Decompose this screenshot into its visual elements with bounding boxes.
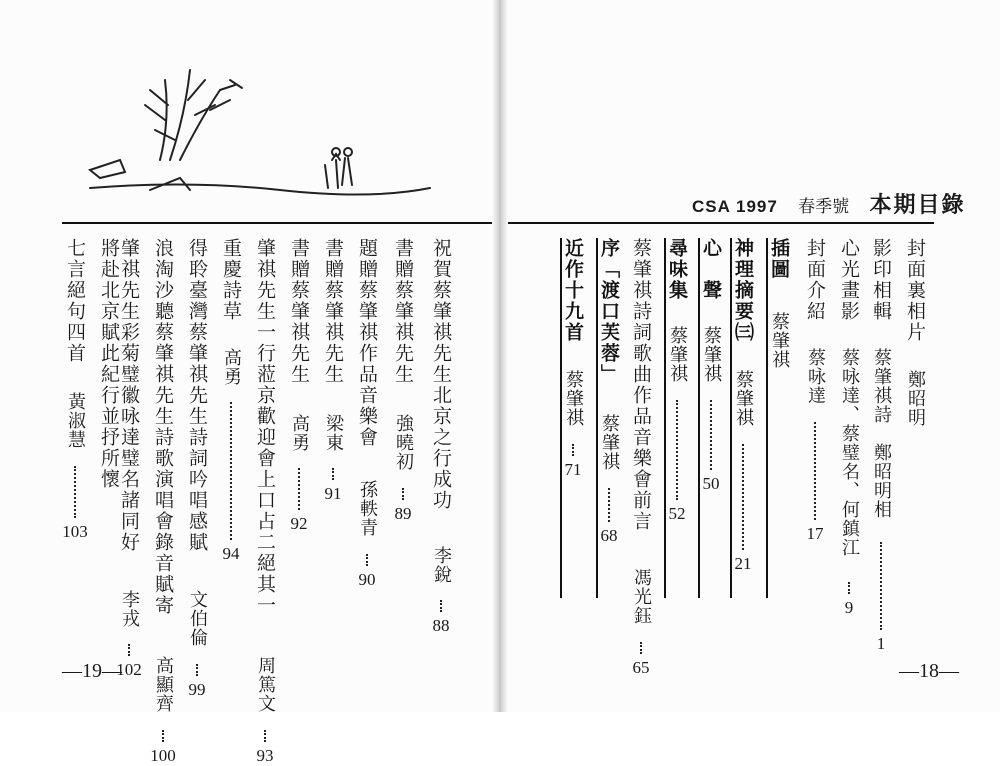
leader-dots [298,468,300,510]
leader-dots [440,600,442,612]
entry-author: 孫軼青 [357,480,378,537]
page-ref: 50 [702,474,720,493]
toc-entry[interactable] [664,238,688,598]
entry-title: 重慶詩草 [220,238,242,322]
page-ref: 89 [394,504,412,523]
entry-author: 梁東 [323,414,344,452]
entry-author: 黃淑慧 [65,392,86,449]
toc-title: 本期目錄 [869,192,966,218]
entry-title: 尋味集 [666,238,688,301]
leader-dots [742,444,744,550]
toc-entry[interactable] [560,238,584,598]
leader-dots [264,730,266,742]
entry-author: 蔡肇祺 [563,370,584,427]
entry-title: 將赴北京賦此紀行並抒所懷 [98,238,120,490]
leader-dots [366,554,368,566]
leader-dots [848,582,850,594]
entry-title: 題贈蔡肇祺作品音樂會 [356,238,378,448]
entry-author: 蔡肇祺 [769,312,790,369]
left-header-rule [62,222,500,224]
page-ref: 65 [632,658,650,677]
entry-author: 鄭昭明 [905,370,926,427]
entry-author: 蔡肇祺 [599,414,620,471]
entry-title: 影印相輯 [870,238,892,322]
entry-title: 肇祺先生彩菊璧徽咏達璧名諸同好 [118,238,140,553]
leader-dots [640,642,642,654]
entry-title: 書贈蔡肇祺先生 [322,238,344,385]
right-header-rule [504,222,934,224]
entry-author: 蔡咏達、蔡璧名、何鎮江 [839,348,860,557]
leader-dots [230,402,232,540]
entry-title: 近作十九首 [562,238,584,343]
page-ref: 99 [188,680,206,699]
page-ref: 90 [358,570,376,589]
entry-author: 蔡肇祺 [733,370,754,427]
entry-author: 高勇 [289,414,310,452]
leader-dots [572,444,574,456]
leader-dots [402,488,404,500]
right-page [504,0,1000,712]
entry-title: 浪淘沙聽蔡肇祺先生詩歌演唱會錄音賦寄 [152,238,174,616]
page-ref: 102 [116,660,142,679]
entry-author: 蔡咏達 [805,348,826,405]
page-ref: 71 [564,460,582,479]
book-gutter [492,0,508,712]
entry-title: 心 聲 [700,238,722,301]
entry-author: 周篤文 [255,656,276,713]
entry-author: 文伯倫 [187,590,208,647]
page-ref: 88 [432,616,450,635]
page-ref: 100 [150,746,176,765]
entry-title: 書贈蔡肇祺先生 [288,238,310,385]
leader-dots [74,466,76,518]
entry-title: 心光畫影 [838,238,860,322]
entry-author: 高顯齊 [153,656,174,713]
toc-entry[interactable] [596,238,620,598]
entry-author: 李銳 [431,546,452,584]
page-ref: 52 [668,504,686,523]
entry-title: 得聆臺灣蔡肇祺先生詩詞吟唱感賦 [186,238,208,553]
entry-author: 馮光鈺 [631,568,652,625]
ink-landscape-sketch [70,60,430,200]
left-page [0,0,496,765]
entry-title: 序「渡口芙蓉」 [598,238,620,385]
entry-title: 祝賀蔡肇祺先生北京之行成功 [430,238,452,511]
entry-author: 蔡肇祺 [701,326,722,383]
page-ref: 103 [62,522,88,541]
leader-dots [162,730,164,742]
page-ref: 94 [222,544,240,563]
entry-author: 高勇 [221,348,242,386]
entry-title: 蔡肇祺詩詞歌曲作品音樂會前言 [630,238,652,532]
entry-author: 強曉初 [393,414,414,471]
entry-title: 書贈蔡肇祺先生 [392,238,414,385]
page-ref: 92 [290,514,308,533]
leader-dots [608,488,610,522]
page-number-left: —19— [62,660,122,682]
page-number-right: —18— [899,660,959,682]
page-ref: 1 [876,634,886,653]
toc-entry[interactable] [730,238,754,598]
page-ref: 9 [844,598,854,617]
page-ref: 93 [256,746,274,765]
entry-title: 插圖 [768,238,790,280]
issue-label: 春季號 [798,197,850,217]
entry-title: 肇祺先生一行蒞京歡迎會上口占二絕其一 [254,238,276,616]
toc-entry[interactable] [766,238,790,598]
leader-dots [128,644,130,656]
entry-author: 李戎 [119,590,140,628]
toc-entry[interactable] [698,238,722,598]
leader-dots [332,468,334,480]
leader-dots [880,542,882,630]
entry-author: 蔡肇祺 [667,326,688,383]
page-ref: 91 [324,484,342,503]
leader-dots [710,400,712,470]
leader-dots [814,422,816,520]
page-ref: 68 [600,526,618,545]
leader-dots [676,400,678,500]
entry-title: 神理摘要㈢ [732,238,754,343]
entry-title: 封面介紹 [804,238,826,322]
entry-author: 蔡肇祺詩 鄭昭明相 [871,348,892,519]
leader-dots [196,664,198,676]
magazine-name: CSA 1997 [692,197,778,216]
entry-title: 封面裏相片 [904,238,926,343]
page-ref: 21 [734,554,752,573]
toc-header [692,188,966,219]
entry-title: 七言絕句四首 [64,238,86,364]
page-ref: 17 [806,524,824,543]
